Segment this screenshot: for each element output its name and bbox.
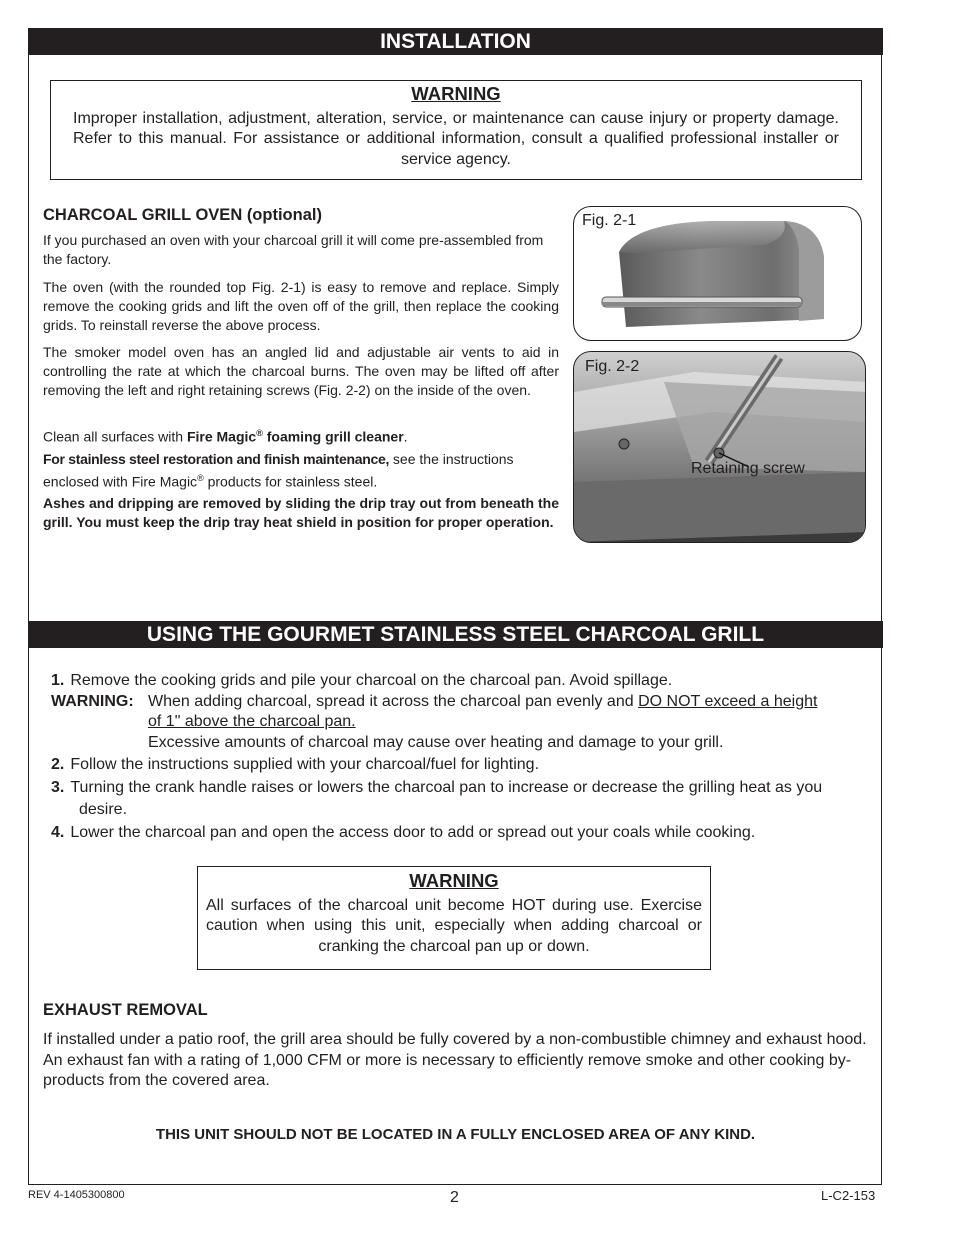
step-warning-line-2 bbox=[148, 711, 356, 732]
p4-text: Clean all surfaces with bbox=[43, 428, 187, 445]
warning-title: WARNING bbox=[411, 83, 501, 104]
installation-warning-box bbox=[50, 80, 862, 180]
p5-bold: For stainless steel restoration and finish maintenance, bbox=[43, 451, 390, 467]
oven-paragraph-2: The oven (with the rounded top Fig. 2-1) is easy to remove and replace. Simply remove the cooking grids and lift the oven off of the grill, then replace the cooking grids. To reinstall reverse the above process. bbox=[43, 279, 559, 333]
using-warning-box bbox=[197, 866, 711, 970]
step-1-text: Remove the cooking grids and pile your charcoal on the charcoal pan. Avoid spillage. bbox=[70, 672, 673, 689]
oven-paragraph-4 bbox=[43, 424, 559, 447]
p4-registered: ® bbox=[256, 428, 263, 438]
figure-2-2-label: Fig. 2-2 bbox=[585, 358, 640, 375]
retaining-screw-callout: Retaining screw bbox=[691, 460, 805, 477]
step-warning-line-3: Excessive amounts of charcoal may cause over heating and damage to your grill. bbox=[148, 734, 724, 751]
warning-text-2: All surfaces of the charcoal unit become HOT during use. Exercise caution when using this unit, especially when adding charcoal or cranking the charcoal pan up or down. bbox=[206, 896, 702, 955]
step-4 bbox=[51, 822, 755, 843]
retaining-screw-image bbox=[574, 352, 866, 543]
step-warning-underline-2: of 1" above the charcoal pan. bbox=[148, 713, 356, 730]
step-3-continued: desire. bbox=[79, 801, 128, 818]
step-warning-text bbox=[148, 691, 868, 712]
step-2-text: Follow the instructions supplied with your charcoal/fuel for lighting. bbox=[70, 756, 540, 773]
exhaust-paragraph: If installed under a patio roof, the grill area should be fully covered by a non-combustible chimney and exhaust hood. An exhaust fan with a rating of 1,000 CFM or more is necessary to efficiently remove smoke and other cooking by-products from the covered area. bbox=[43, 1031, 867, 1089]
step-2-number: 2. bbox=[51, 756, 65, 773]
p4-end: . bbox=[403, 428, 408, 445]
figure-2-1-label: Fig. 2-1 bbox=[582, 212, 637, 229]
p4-product: foaming grill cleaner bbox=[262, 428, 404, 445]
page-number: 2 bbox=[450, 1189, 459, 1206]
warning-title-2: WARNING bbox=[409, 870, 499, 891]
step-4-text: Lower the charcoal pan and open the access door to add or spread out your coals while cooking. bbox=[70, 824, 756, 841]
oven-heading: CHARCOAL GRILL OVEN (optional) bbox=[43, 206, 322, 224]
step-3-number: 3. bbox=[51, 779, 65, 796]
p5-text-b: products for stainless steel. bbox=[203, 473, 378, 490]
step-3 bbox=[51, 777, 822, 798]
exhaust-heading: EXHAUST REMOVAL bbox=[43, 1001, 208, 1019]
enclosed-area-notice: THIS UNIT SHOULD NOT BE LOCATED IN A FULLY ENCLOSED AREA OF ANY KIND. bbox=[155, 1126, 756, 1143]
step-1 bbox=[51, 670, 672, 691]
oven-paragraph-3: The smoker model oven has an angled lid and adjustable air vents to aid in controlling the rate at which the charcoal burns. The oven may be lifted off after removing the left and right retaining screws (Fig. 2-2) on the inside of the oven. bbox=[43, 344, 559, 398]
figure-2-2 bbox=[573, 351, 866, 543]
step-4-number: 4. bbox=[51, 824, 65, 841]
installation-header: INSTALLATION bbox=[28, 28, 883, 55]
document-code: L-C2-153 bbox=[821, 1188, 876, 1203]
oven-paragraph-5 bbox=[43, 450, 559, 492]
step-3-text: Turning the crank handle raises or lowers the charcoal pan to increase or decrease the grilling heat as you bbox=[70, 779, 823, 796]
p5-registered: ® bbox=[197, 473, 204, 483]
p4-brand: Fire Magic bbox=[186, 428, 257, 445]
step-warning-part-a: When adding charcoal, spread it across the charcoal pan evenly and bbox=[148, 693, 639, 710]
step-warning-label: WARNING: bbox=[51, 693, 134, 710]
oven-paragraph-6: Ashes and dripping are removed by sliding the drip tray out from beneath the grill. You must keep the drip tray heat shield in position for proper operation. bbox=[43, 495, 559, 530]
revision-code: REV 4-1405300800 bbox=[28, 1189, 125, 1201]
step-1-number: 1. bbox=[51, 672, 65, 689]
using-grill-header: USING THE GOURMET STAINLESS STEEL CHARCOAL GRILL bbox=[28, 621, 883, 648]
oven-paragraph-1: If you purchased an oven with your charcoal grill it will come pre-assembled from the factory. bbox=[43, 232, 544, 267]
p5-text-a: see the instructions enclosed with Fire Magic bbox=[43, 451, 514, 490]
warning-text: Improper installation, adjustment, alteration, service, or maintenance can cause injury or property damage. Refer to this manual. For assistance or additional information, consult a qualified professional installer or service agency. bbox=[73, 109, 839, 168]
step-2 bbox=[51, 754, 539, 775]
step-warning-underline-1: DO NOT exceed a height bbox=[638, 693, 818, 710]
